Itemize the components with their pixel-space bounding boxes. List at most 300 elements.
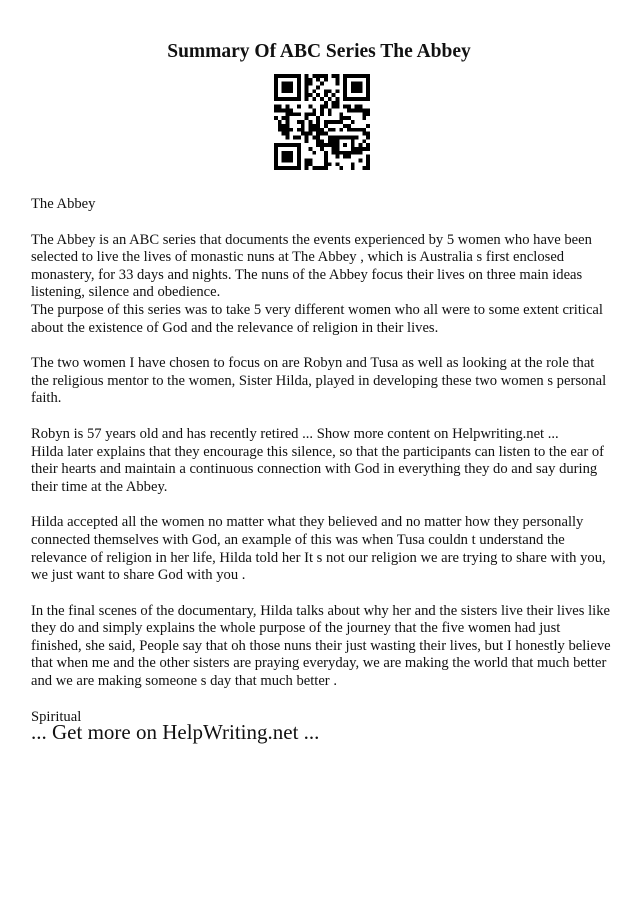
qr-module <box>274 97 278 101</box>
qr-module <box>339 135 343 139</box>
qr-module <box>312 89 316 93</box>
section-heading: The Abbey <box>31 196 96 212</box>
qr-module <box>297 128 301 132</box>
qr-module <box>328 139 332 143</box>
qr-module <box>297 78 301 82</box>
qr-module <box>286 155 290 159</box>
qr-module <box>332 120 336 124</box>
qr-module <box>309 162 313 166</box>
qr-module <box>274 105 278 109</box>
qr-module <box>366 132 370 136</box>
qr-module <box>289 166 293 170</box>
qr-module <box>289 155 293 159</box>
qr-module <box>309 93 313 97</box>
page-title: Summary Of ABC Series The Abbey <box>167 41 471 62</box>
qr-module <box>366 112 370 116</box>
qr-module <box>278 120 282 124</box>
qr-module <box>332 139 336 143</box>
qr-module <box>320 143 324 147</box>
qr-module <box>362 132 366 136</box>
qr-module <box>309 120 313 124</box>
qr-module <box>343 143 347 147</box>
qr-module <box>282 143 286 147</box>
qr-module <box>362 147 366 151</box>
qr-module <box>358 128 362 132</box>
qr-module <box>324 93 328 97</box>
qr-module <box>274 86 278 90</box>
qr-module <box>355 109 359 113</box>
qr-module <box>351 89 355 93</box>
qr-module <box>297 158 301 162</box>
qr-module <box>286 89 290 93</box>
qr-module <box>274 74 278 78</box>
qr-module <box>335 143 339 147</box>
qr-module <box>358 109 362 113</box>
qr-module <box>324 89 328 93</box>
qr-module <box>320 147 324 151</box>
qr-module <box>289 86 293 90</box>
qr-module <box>312 135 316 139</box>
qr-module <box>305 97 309 101</box>
qr-module <box>293 135 297 139</box>
qr-module <box>278 128 282 132</box>
qr-module <box>286 128 290 132</box>
qr-module <box>362 166 366 170</box>
qr-module <box>358 147 362 151</box>
qr-module <box>343 97 347 101</box>
qr-module <box>351 135 355 139</box>
qr-module <box>343 124 347 128</box>
qr-module <box>335 151 339 155</box>
qr-module <box>351 143 355 147</box>
qr-module <box>305 135 309 139</box>
qr-module <box>289 74 293 78</box>
qr-module <box>297 143 301 147</box>
qr-module <box>297 89 301 93</box>
get-more-link[interactable]: ... Get more on HelpWriting.net ... <box>31 720 320 744</box>
qr-module <box>362 128 366 132</box>
qr-module <box>282 158 286 162</box>
qr-module <box>297 112 301 116</box>
qr-module <box>312 74 316 78</box>
paragraph-intro: The Abbey is an ABC series that documents the events experienced by 5 women who have been selected to live the lives of monastic nuns at The Abbey , which is Australia s first enclosed monastery, for 33 days and nights. The nuns of the Abbey focus their lives on three main ideas listening, silence and obedience. <box>31 231 592 301</box>
qr-code-image <box>274 74 370 170</box>
qr-module <box>305 74 309 78</box>
qr-module <box>324 124 328 128</box>
qr-module <box>316 78 320 82</box>
qr-module <box>324 155 328 159</box>
qr-module <box>332 74 336 78</box>
qr-module <box>366 86 370 90</box>
qr-module <box>351 139 355 143</box>
qr-module <box>358 151 362 155</box>
qr-module <box>309 128 313 132</box>
qr-module <box>347 109 351 113</box>
qr-module <box>324 78 328 82</box>
qr-module <box>305 158 309 162</box>
qr-module <box>332 151 336 155</box>
qr-module <box>324 105 328 109</box>
qr-module <box>351 97 355 101</box>
qr-module <box>343 93 347 97</box>
qr-module <box>274 166 278 170</box>
qr-module <box>328 143 332 147</box>
qr-module <box>289 112 293 116</box>
qr-module <box>316 93 320 97</box>
qr-module <box>282 132 286 136</box>
qr-module <box>335 120 339 124</box>
qr-module <box>355 128 359 132</box>
qr-module <box>366 155 370 159</box>
qr-module <box>286 86 290 90</box>
qr-module <box>297 120 301 124</box>
qr-module <box>351 74 355 78</box>
qr-module <box>351 109 355 113</box>
qr-module <box>282 89 286 93</box>
qr-module <box>358 143 362 147</box>
qr-module <box>347 74 351 78</box>
qr-module <box>289 143 293 147</box>
qr-module <box>351 82 355 86</box>
qr-module <box>316 132 320 136</box>
qr-module <box>305 166 309 170</box>
qr-module <box>351 151 355 155</box>
qr-module <box>343 89 347 93</box>
qr-module <box>316 74 320 78</box>
qr-module <box>328 120 332 124</box>
qr-module <box>324 166 328 170</box>
qr-module <box>274 116 278 120</box>
qr-module <box>274 78 278 82</box>
qr-module <box>297 162 301 166</box>
qr-module <box>278 109 282 113</box>
qr-module <box>297 105 301 109</box>
qr-module <box>312 151 316 155</box>
qr-module <box>355 147 359 151</box>
qr-module <box>305 86 309 90</box>
qr-module <box>332 128 336 132</box>
qr-module <box>297 155 301 159</box>
qr-module <box>282 128 286 132</box>
qr-module <box>335 105 339 109</box>
qr-module <box>278 143 282 147</box>
qr-module <box>366 109 370 113</box>
qr-module <box>278 74 282 78</box>
qr-module <box>366 166 370 170</box>
qr-module <box>286 112 290 116</box>
paragraph-focus: The two women I have chosen to focus on are Robyn and Tusa as well as looking at the role that the religious mentor to the women, Sister Hilda, played in developing these two women s personal faith. <box>31 355 607 407</box>
qr-module <box>328 135 332 139</box>
paragraph-purpose: The purpose of this series was to take 5 very different women who all were to some extent critical about the existence of God and the relevance of religion in their lives. <box>31 301 603 336</box>
qr-module <box>282 151 286 155</box>
qr-module <box>347 97 351 101</box>
qr-module <box>324 143 328 147</box>
qr-module <box>355 74 359 78</box>
qr-module <box>274 147 278 151</box>
qr-module <box>351 120 355 124</box>
qr-module <box>309 112 313 116</box>
qr-module <box>366 74 370 78</box>
qr-module <box>366 93 370 97</box>
qr-module <box>366 162 370 166</box>
qr-module <box>362 97 366 101</box>
qr-module <box>339 128 343 132</box>
qr-module <box>309 82 313 86</box>
qr-module <box>309 158 313 162</box>
qr-module <box>293 74 297 78</box>
qr-module <box>332 105 336 109</box>
qr-module <box>343 116 347 120</box>
qr-module <box>358 86 362 90</box>
qr-module <box>343 82 347 86</box>
qr-module <box>286 166 290 170</box>
qr-module <box>312 166 316 170</box>
qr-module <box>312 124 316 128</box>
qr-module <box>274 155 278 159</box>
qr-module <box>332 147 336 151</box>
qr-module <box>320 82 324 86</box>
qr-module <box>320 139 324 143</box>
qr-module <box>355 82 359 86</box>
qr-module <box>274 158 278 162</box>
qr-module <box>278 97 282 101</box>
qr-module <box>286 132 290 136</box>
qr-module <box>324 132 328 136</box>
qr-module <box>289 89 293 93</box>
qr-module <box>305 78 309 82</box>
qr-module <box>362 139 366 143</box>
qr-module <box>286 74 290 78</box>
qr-module <box>316 139 320 143</box>
qr-module <box>320 109 324 113</box>
qr-module <box>358 105 362 109</box>
qr-module <box>347 135 351 139</box>
qr-module <box>293 143 297 147</box>
qr-module <box>293 166 297 170</box>
qr-module <box>312 112 316 116</box>
qr-module <box>335 101 339 105</box>
qr-module <box>324 120 328 124</box>
qr-module <box>347 155 351 159</box>
paragraph-silence: Hilda later explains that they encourage this silence, so that the participants can listen to the ear of their hearts and maintain a continuous connection with God in everything they do and say during their time at the Abbey. <box>31 443 605 495</box>
paragraph-spiritual: Spiritual <box>31 708 82 725</box>
qr-module <box>343 78 347 82</box>
qr-module <box>301 132 305 136</box>
paragraph-acceptance: Hilda accepted all the women no matter what they believed and no matter how they personally connected themselves with God, an example of this was when Tusa couldn t understand the relevance of religion in her life, Hilda told her It s not our religion we are trying to share with you, we just want to share God with you . <box>31 514 606 584</box>
qr-module <box>282 86 286 90</box>
qr-module <box>355 89 359 93</box>
qr-module <box>332 143 336 147</box>
qr-module <box>286 135 290 139</box>
qr-module <box>339 116 343 120</box>
qr-module <box>362 112 366 116</box>
qr-module <box>347 124 351 128</box>
qr-module <box>347 116 351 120</box>
qr-module <box>312 109 316 113</box>
qr-module <box>282 166 286 170</box>
qr-module <box>366 89 370 93</box>
qr-module <box>335 89 339 93</box>
qr-module <box>328 97 332 101</box>
qr-module <box>335 74 339 78</box>
qr-module <box>366 97 370 101</box>
qr-module <box>358 97 362 101</box>
qr-module <box>293 97 297 101</box>
qr-module <box>335 97 339 101</box>
qr-module <box>297 93 301 97</box>
qr-module <box>339 120 343 124</box>
qr-module <box>324 74 328 78</box>
qr-module <box>366 158 370 162</box>
qr-module <box>343 105 347 109</box>
qr-module <box>289 97 293 101</box>
qr-module <box>274 93 278 97</box>
qr-code-graphic <box>274 74 370 170</box>
qr-module <box>297 82 301 86</box>
qr-module <box>339 166 343 170</box>
qr-module <box>286 82 290 86</box>
qr-module <box>282 97 286 101</box>
qr-module <box>335 135 339 139</box>
qr-module <box>286 105 290 109</box>
qr-module <box>286 120 290 124</box>
qr-module <box>305 162 309 166</box>
qr-module <box>289 158 293 162</box>
qr-module <box>286 158 290 162</box>
qr-module <box>316 120 320 124</box>
qr-module <box>305 132 309 136</box>
qr-module <box>316 124 320 128</box>
qr-module <box>358 82 362 86</box>
qr-module <box>309 78 313 82</box>
qr-module <box>355 86 359 90</box>
qr-module <box>335 139 339 143</box>
qr-module <box>274 89 278 93</box>
qr-module <box>274 82 278 86</box>
qr-module <box>309 147 313 151</box>
qr-module <box>286 143 290 147</box>
qr-module <box>274 143 278 147</box>
qr-module <box>328 128 332 132</box>
qr-module <box>297 147 301 151</box>
qr-module <box>301 120 305 124</box>
qr-module <box>293 112 297 116</box>
qr-module <box>343 151 347 155</box>
qr-module <box>332 135 336 139</box>
qr-module <box>355 151 359 155</box>
qr-module <box>282 82 286 86</box>
qr-module <box>358 158 362 162</box>
qr-module <box>335 162 339 166</box>
qr-module <box>328 162 332 166</box>
qr-module <box>297 135 301 139</box>
qr-module <box>316 116 320 120</box>
qr-module <box>320 128 324 132</box>
qr-module <box>312 128 316 132</box>
qr-module <box>343 155 347 159</box>
qr-module <box>328 112 332 116</box>
qr-module <box>289 109 293 113</box>
qr-module <box>282 74 286 78</box>
qr-module <box>316 143 320 147</box>
qr-module <box>289 128 293 132</box>
qr-module <box>286 97 290 101</box>
qr-module <box>355 97 359 101</box>
qr-module <box>297 97 301 101</box>
qr-module <box>324 158 328 162</box>
qr-module <box>351 86 355 90</box>
qr-module <box>347 128 351 132</box>
qr-module <box>335 147 339 151</box>
qr-module <box>286 124 290 128</box>
paragraph-final-scenes: In the final scenes of the documentary, Hilda talks about why her and the sisters live their lives like they do and simply explains the whole purpose of the journey that the five women had just finished, she said, People say that oh those nuns their just wasting their lives, but I honestly believe that when me and the other sisters are praying everyday, we are making the world that much better and we are making someone s day that much better . <box>31 602 611 690</box>
qr-module <box>351 166 355 170</box>
qr-module <box>366 78 370 82</box>
qr-module <box>343 74 347 78</box>
qr-module <box>320 112 324 116</box>
qr-module <box>282 124 286 128</box>
qr-module <box>309 124 313 128</box>
qr-module <box>274 162 278 166</box>
qr-module <box>297 74 301 78</box>
qr-module <box>316 128 320 132</box>
qr-module <box>286 151 290 155</box>
qr-module <box>305 82 309 86</box>
qr-module <box>274 109 278 113</box>
qr-module <box>305 139 309 143</box>
qr-module <box>335 78 339 82</box>
qr-module <box>305 89 309 93</box>
qr-module <box>301 128 305 132</box>
qr-module <box>366 135 370 139</box>
qr-module <box>320 166 324 170</box>
qr-module <box>362 116 366 120</box>
qr-module <box>305 93 309 97</box>
qr-module <box>297 166 301 170</box>
qr-module <box>328 109 332 113</box>
qr-module <box>355 135 359 139</box>
qr-module <box>282 116 286 120</box>
qr-module <box>366 143 370 147</box>
qr-module <box>347 151 351 155</box>
qr-module <box>347 105 351 109</box>
qr-module <box>289 151 293 155</box>
qr-module <box>316 166 320 170</box>
qr-module <box>339 112 343 116</box>
qr-module <box>351 147 355 151</box>
qr-module <box>335 155 339 159</box>
qr-module <box>358 74 362 78</box>
qr-module <box>305 116 309 120</box>
qr-module <box>355 105 359 109</box>
qr-module <box>297 86 301 90</box>
qr-module <box>286 109 290 113</box>
qr-module <box>282 155 286 159</box>
paragraph-robyn: Robyn is 57 years old and has recently retired ... Show more content on Helpwriting.net ... <box>31 425 559 442</box>
qr-module <box>339 151 343 155</box>
qr-module <box>332 101 336 105</box>
qr-module <box>324 101 328 105</box>
qr-module <box>286 116 290 120</box>
qr-module <box>305 112 309 116</box>
qr-module <box>343 135 347 139</box>
qr-module <box>278 105 282 109</box>
qr-module <box>358 89 362 93</box>
qr-module <box>274 151 278 155</box>
qr-module <box>320 132 324 136</box>
qr-module <box>289 82 293 86</box>
qr-module <box>362 74 366 78</box>
